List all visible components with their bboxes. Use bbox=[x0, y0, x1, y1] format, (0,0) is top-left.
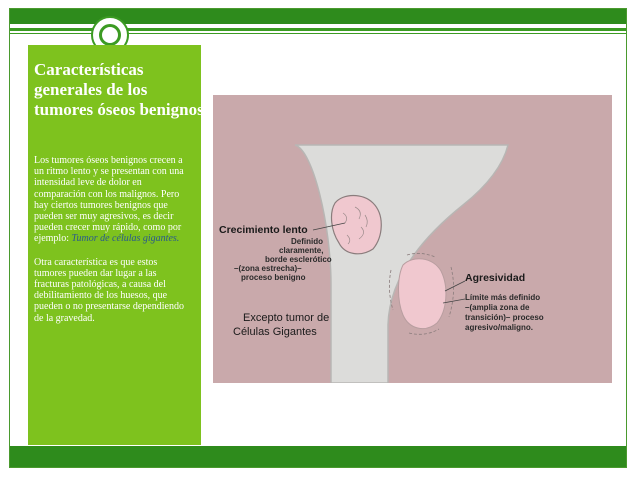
bottom-band bbox=[10, 446, 626, 467]
paragraph-2: Otra característica es que estos tumores pueden dar lugar a las fracturas patológicas, a causa del debilitamiento de los huesos, que pueden o no presentarse dependiendo de la gravedad. bbox=[34, 256, 184, 324]
slow-desc-3: borde esclerótico bbox=[265, 255, 332, 264]
circle-badge-inner bbox=[99, 24, 121, 46]
bone-shape bbox=[295, 145, 508, 383]
slow-desc-1: Definido bbox=[291, 237, 323, 246]
bone-illustration bbox=[213, 95, 612, 383]
slow-desc-2: claramente, bbox=[279, 246, 324, 255]
aggressive-lesion-shape bbox=[399, 259, 446, 329]
exception-note-line-2: Células Gigantes bbox=[233, 326, 317, 338]
paragraph-1-text: Los tumores óseos benignos crecen a un ritmo lento y se presentan con una intensidad leve de dolor en comparación con los malignos. Pero hay ciertos tumores benignos que pueden ser muy agresivos, es decir pueden crecer muy rápido, como por ejemplo: bbox=[34, 155, 184, 245]
aggressiveness-label: Agresividad bbox=[465, 272, 526, 284]
aggr-desc-4: agresivo/maligno. bbox=[465, 323, 534, 332]
slow-desc-4: –(zona estrecha)– bbox=[234, 264, 302, 273]
bone-figure bbox=[213, 95, 612, 383]
body-text bbox=[34, 155, 184, 336]
slide-title: Características generales de los tumores óseos benignos bbox=[34, 60, 204, 119]
exception-note-line-1: Excepto tumor de bbox=[243, 312, 330, 324]
paragraph-1-emphasis: Tumor de células gigantes. bbox=[71, 233, 180, 245]
slow-growth-label: Crecimiento lento bbox=[219, 224, 308, 236]
aggr-desc-2: –(amplia zona de bbox=[465, 303, 530, 312]
slow-desc-5: proceso benigno bbox=[241, 273, 306, 282]
aggressive-pointer-line bbox=[445, 281, 465, 291]
paragraph-1 bbox=[34, 155, 184, 245]
aggr-desc-1: Límite más definido bbox=[465, 293, 541, 302]
aggressive-pointer-line-2 bbox=[443, 299, 465, 303]
aggr-desc-3: transición)– proceso bbox=[465, 313, 544, 322]
